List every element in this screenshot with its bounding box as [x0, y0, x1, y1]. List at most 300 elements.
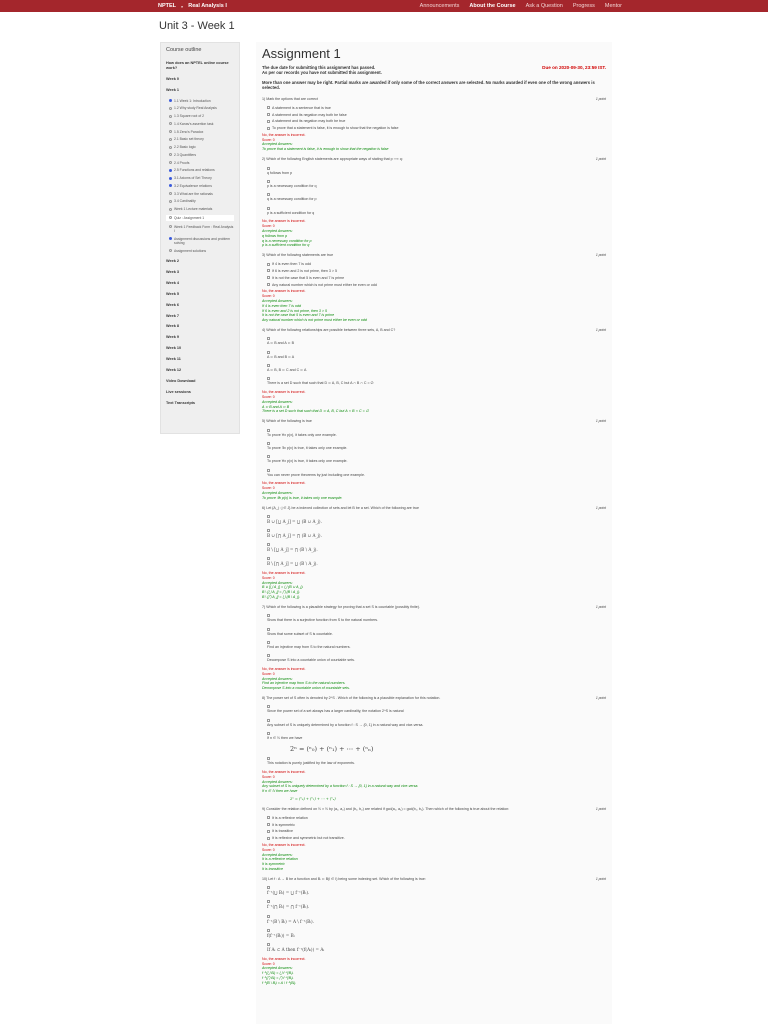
sidebar-week1-subitem[interactable] [169, 122, 234, 126]
accepted-answer: Decompose S into a countable union of countable sets. [262, 686, 350, 691]
checkbox[interactable] [267, 628, 270, 631]
sidebar-subitem-label: 2.1 Basic set theory [174, 137, 204, 142]
option-label: A ⊂ B and A ⊂ B [267, 341, 295, 346]
checkbox[interactable] [267, 915, 270, 918]
answer-option[interactable] [267, 886, 606, 896]
option-label: q follows from p [267, 170, 293, 175]
pending-dot-icon [169, 192, 172, 195]
answer-option[interactable] [267, 514, 606, 524]
score-label: Score: 0 [262, 672, 275, 676]
option-label: Since the power set of a set always has a larger cardinality, the notation 2^S is natural [267, 709, 404, 714]
accepted-answer: To prove that a statement is false, it is enough to show that the negation is false [262, 147, 389, 152]
completed-dot-icon [169, 237, 172, 240]
checkbox[interactable] [267, 557, 270, 560]
option-label: A statement and its negation may both be true [272, 119, 346, 124]
option-label: f⁻¹(⋂ Bᵢ) = ⋂ f⁻¹(Bᵢ). [267, 904, 310, 910]
accepted-answer: f⁻¹(⋂ Bᵢ) = ⋂ f⁻¹(Bᵢ). [262, 975, 294, 980]
sidebar-week1-subitem[interactable] [169, 99, 234, 103]
answer-option[interactable] [267, 732, 606, 741]
answer-option[interactable] [267, 276, 606, 281]
sidebar-week1-subitem[interactable] [169, 249, 234, 253]
answer-option[interactable] [267, 350, 606, 359]
pending-dot-icon [169, 216, 172, 219]
sidebar-subitem-label: 3.4 Cardinality [174, 199, 196, 204]
checkbox[interactable] [267, 193, 270, 196]
accepted-answer: If 4 is even then 7 is odd [262, 303, 301, 308]
breadcrumb-brand-link[interactable]: NPTEL [158, 3, 177, 9]
question-2 [262, 157, 606, 248]
question-points: 1 point [595, 96, 606, 101]
accepted-answer: B \ [⋂ A_j] = ⋃ (B \ A_j). [262, 595, 301, 600]
sidebar-item-week-3[interactable]: Week 3 [166, 269, 180, 274]
question-text: 8) The power set of S often is denoted by 2^S . Which of the following is a plausible explanation for this notation. [262, 696, 441, 701]
option-label: To prove ∃x p(x) is true, it takes only one example. [267, 445, 348, 450]
accepted-answer: Find an injective map from S to the natural numbers. [262, 681, 346, 686]
pending-dot-icon [169, 122, 172, 125]
answer-option[interactable] [267, 557, 606, 567]
pending-dot-icon [169, 208, 172, 211]
answer-option[interactable] [267, 836, 606, 841]
checkbox[interactable] [267, 886, 270, 889]
sidebar-item-2[interactable]: Week 1 [166, 87, 180, 92]
sidebar-week1-subitem[interactable] [169, 207, 234, 211]
checkbox[interactable] [267, 429, 270, 432]
pending-dot-icon [169, 130, 172, 133]
answer-option[interactable] [267, 900, 606, 910]
pending-dot-icon [169, 225, 172, 228]
question-text: 10) Let f : A → B be a function and Bᵢ ⊂ B(i ∈ I) being some indexing set. Which of the following is true: [262, 876, 426, 881]
question-points: 1 point [595, 505, 606, 510]
answer-option[interactable] [267, 928, 606, 938]
accepted-answer: It is transitive [262, 867, 283, 872]
question-points: 1 point [595, 157, 606, 162]
answer-option[interactable] [267, 823, 606, 828]
option-label: It is reflexive and symmetric but not transitive. [272, 836, 345, 841]
sidebar-subitem-label: 2.5 Functions and relations [174, 168, 215, 173]
sidebar-week1-subitem[interactable] [169, 168, 234, 172]
accepted-answer: B ∪ [⋃ A_j] = ⋃ (B ∪ A_j). [262, 585, 304, 590]
answer-option[interactable] [267, 364, 606, 373]
breadcrumb-course-link[interactable]: Real Analysis I [188, 3, 227, 9]
answer-option[interactable] [267, 705, 606, 714]
sidebar-week1-subitem[interactable] [169, 237, 234, 246]
score-label: Score: 0 [262, 137, 275, 142]
accepted-answers-label: Accepted Answers: [262, 779, 293, 784]
checkbox[interactable] [267, 900, 270, 903]
answer-option[interactable] [267, 441, 606, 450]
sidebar-week1-subitem[interactable] [169, 153, 234, 157]
score-label: Score: 0 [262, 224, 275, 229]
sidebar-item-week-10[interactable]: Week 10 [166, 346, 182, 351]
accepted-answer: q follows from p [262, 233, 288, 238]
sidebar-subitem-label: 3.2 Equivalence relations [174, 183, 212, 188]
option-label: A ⊂ B, B ⊂ C and C ⊂ A [267, 368, 307, 373]
accepted-answer: It is a reflexive relation [262, 857, 298, 862]
sidebar-subitem-label: 3.3 What are the rationals [174, 191, 213, 196]
assignment-panel [256, 42, 612, 1024]
pending-dot-icon [169, 153, 172, 156]
option-label: It is symmetric [272, 822, 295, 827]
accepted-answer: There is a set D such that such that D ⊂ A, B, C but A ∩ B ∩ C = ∅ [262, 409, 369, 414]
checkbox[interactable] [267, 830, 270, 833]
answer-option[interactable] [267, 166, 606, 175]
question-text: 9) Consider the relation defined on ℕ × ℕ by (a₁, a₂) and (b₁, b₂) are related if gcd(a₁, a₂) = gcd(b₁, b₂). Then which of the following is true about the relation: [262, 806, 510, 811]
accepted-answer: To prove ∃x p(x) is true, it takes only one example. [262, 495, 343, 500]
sidebar-week1-subitem[interactable] [169, 184, 234, 188]
sidebar-item-week-11[interactable]: Week 11 [166, 357, 181, 362]
checkbox[interactable] [267, 276, 270, 279]
score-label: Score: 0 [262, 294, 275, 299]
accepted-answer: A ⊂ B and A ⊂ B [262, 404, 290, 409]
page-title: Unit 3 - Week 1 [159, 20, 235, 32]
accepted-answers-label: Accepted Answers: [262, 852, 293, 857]
completed-dot-icon [169, 184, 172, 187]
answer-option[interactable] [267, 113, 606, 118]
assignment-title: Assignment 1 [262, 46, 341, 61]
checkbox[interactable] [267, 263, 270, 266]
answer-option[interactable] [267, 914, 606, 924]
nav-about-course[interactable]: About the Course [469, 3, 516, 9]
checkbox[interactable] [267, 167, 270, 170]
breadcrumb [158, 3, 227, 9]
question-text: 4) Which of the following relationships are possible between three sets, A, B and C? [262, 328, 396, 333]
option-label: To prove ∀x p(x) is true, it takes only one example. [267, 459, 348, 464]
option-label: It is transitive [272, 829, 293, 834]
option-label: f⁻¹(⋃ Bᵢ) = ⋃ f⁻¹(Bᵢ). [267, 890, 310, 896]
answer-option[interactable] [267, 377, 606, 386]
checkbox[interactable] [267, 283, 270, 286]
accepted-answers-label: Accepted Answers: [262, 490, 293, 495]
question-points: 1 point [595, 419, 606, 424]
sidebar-week1-subitem[interactable] [169, 199, 234, 203]
sidebar-subitem-label: 1.2 Why study Real Analysis [174, 106, 217, 111]
incorrect-notice: No, the answer is incorrect. [262, 956, 306, 961]
sidebar-subitem-label: 3.1 Axioms of Set Theory [174, 176, 212, 181]
checkbox[interactable] [267, 269, 270, 272]
answer-option[interactable] [267, 529, 606, 539]
checkbox[interactable] [267, 823, 270, 826]
answer-option[interactable] [267, 942, 606, 952]
option-label: If 6 is even and 2 is not prime, then 3 > 5 [272, 268, 338, 273]
accepted-answers-label: Accepted Answers: [262, 228, 293, 233]
option-label: f(f⁻¹(Bᵢ)) = Bᵢ [267, 932, 295, 938]
accepted-answer: f⁻¹(⋃ Bᵢ) = ⋃ f⁻¹(Bᵢ). [262, 970, 294, 975]
option-label: A statement is a sentence that is true [272, 105, 331, 110]
sidebar-item-week-12[interactable]: Week 12 [166, 368, 182, 373]
checkbox[interactable] [267, 442, 270, 445]
checkbox[interactable] [267, 816, 270, 819]
question-list [262, 97, 606, 986]
checkbox[interactable] [267, 732, 270, 735]
question-10 [262, 877, 606, 986]
question-1 [262, 97, 606, 152]
assignment-instructions: More than one answer may be right. Partial marks are awarded if only some of the correct answers are selected. No marks awarded if even one of the wrong answers is selected. [262, 79, 595, 91]
option-label: p is a necessary condition for q [267, 183, 317, 188]
incorrect-notice: No, the answer is incorrect. [262, 289, 306, 294]
checkbox[interactable] [267, 641, 270, 644]
incorrect-notice: No, the answer is incorrect. [262, 390, 306, 395]
question-5 [262, 419, 606, 500]
deadline-passed-notice: The due date for submitting this assignment has passed. [262, 65, 376, 70]
pending-dot-icon [169, 107, 172, 110]
option-label: B \ [⋂ A_j] = ⋃ (B \ A_j). [267, 561, 318, 567]
accepted-answer: f⁻¹(B \ Bᵢ) = A \ f⁻¹(Bᵢ). [262, 980, 297, 985]
top-navbar [0, 0, 768, 12]
sidebar-subitem-label: Assignment solutions [174, 248, 207, 253]
question-header [262, 807, 606, 812]
sidebar-item-1[interactable]: Week 0 [166, 76, 180, 81]
option-label: Any natural number which is not prime must either be even or odd [272, 282, 377, 287]
incorrect-notice: No, the answer is incorrect. [262, 667, 306, 672]
sidebar-week1-subitem[interactable] [169, 161, 234, 165]
pending-dot-icon [169, 249, 172, 252]
sidebar-item-0[interactable]: How does an NPTEL online course work? [166, 61, 229, 70]
sidebar-item-live-sessions[interactable]: Live sessions [166, 390, 191, 394]
option-label: To prove ∀x p(x), it takes only one example. [267, 432, 337, 437]
checkbox[interactable] [267, 351, 270, 354]
option-label: You can never prove theorems by just including one example. [267, 472, 365, 477]
accepted-answers-label: Accepted Answers: [262, 966, 293, 971]
sidebar-item-text-transcripts[interactable]: Text Transcripts [166, 400, 196, 405]
answer-option[interactable] [267, 757, 606, 766]
checkbox[interactable] [267, 207, 270, 210]
answer-option[interactable] [267, 106, 606, 111]
question-header [262, 328, 606, 333]
sidebar-subitem-label: Quiz : Assignment 1 [174, 215, 205, 220]
sidebar-subitem-label: Week 1 Feedback Form : Real Analysis I [174, 224, 234, 233]
question-header [262, 506, 606, 511]
sidebar-week1-subitem[interactable] [169, 137, 234, 141]
incorrect-notice: No, the answer is incorrect. [262, 843, 306, 848]
answer-option[interactable] [267, 640, 606, 649]
checkbox[interactable] [267, 120, 270, 123]
accepted-answer: It is not the case that 5 is even and 7 is prime [262, 313, 335, 318]
accepted-answer: If 6 is even and 2 is not prime, then 3 > 5 [262, 308, 328, 313]
sidebar-item-week-6[interactable]: Week 6 [166, 302, 180, 307]
accepted-answers-label: Accepted Answers: [262, 142, 293, 147]
checkbox[interactable] [267, 529, 270, 532]
sidebar-item-week-4[interactable]: Week 4 [166, 280, 180, 285]
option-label: B ∪ [⋃ A_j] = ⋃ (B ∪ A_j). [267, 518, 322, 524]
checkbox[interactable] [267, 614, 270, 617]
due-date: Due on 2020-09-30, 23:59 IST. [542, 65, 606, 70]
sidebar-subitem-label: Assignment discussions and problem solving [174, 236, 230, 245]
incorrect-notice: No, the answer is incorrect. [262, 481, 306, 486]
question-text: 7) Which of the following is a plausible strategy for proving that a set S is countable (possibly finite). [262, 604, 421, 609]
sidebar-item-week-7[interactable]: Week 7 [166, 313, 180, 318]
score-label: Score: 0 [262, 847, 275, 852]
nav-ask-question[interactable]: Ask a Question [525, 3, 563, 9]
option-label: p is a sufficient condition for q [267, 210, 315, 215]
score-label: Score: 0 [262, 774, 275, 779]
option-label: It is a reflexive relation [272, 815, 308, 820]
question-text: 1) Mark the options that are correct [262, 96, 318, 101]
answer-option[interactable] [267, 262, 606, 267]
sidebar-week1-subitem[interactable] [169, 192, 234, 196]
answer-option[interactable] [267, 654, 606, 663]
sidebar-subitem-label: 2.3 Quantifiers [174, 152, 197, 157]
sidebar-item-week-9[interactable]: Week 9 [166, 335, 180, 340]
sidebar-item-week-5[interactable]: Week 5 [166, 291, 180, 296]
sidebar-subitem-label: 1.5 Zeno's Paradox [174, 129, 204, 134]
accepted-answers-label: Accepted Answers: [262, 399, 293, 404]
nav-announcements[interactable]: Announcements [419, 3, 460, 9]
incorrect-notice: No, the answer is incorrect. [262, 219, 306, 224]
sidebar-week1-subitem[interactable] [169, 106, 234, 110]
checkbox[interactable] [267, 106, 270, 109]
score-label: Score: 0 [262, 486, 275, 491]
option-label: Show that there is a surjective function from S to the natural numbers. [267, 618, 379, 623]
option-label: q is a necessary condition for p [267, 197, 317, 202]
question-header [262, 97, 606, 102]
sidebar-week1-subitem[interactable] [169, 114, 234, 118]
question-points: 1 point [595, 328, 606, 333]
incorrect-notice: No, the answer is incorrect. [262, 571, 306, 576]
sidebar-week1-subitem[interactable] [169, 130, 234, 134]
option-label: This notation is purely justified by the law of exponents. [267, 761, 355, 766]
checkbox[interactable] [267, 127, 270, 130]
answer-option[interactable] [267, 428, 606, 437]
accepted-answer: Any natural number which is not prime must either be even or odd [262, 318, 367, 323]
checkbox[interactable] [267, 719, 270, 722]
checkbox[interactable] [267, 377, 270, 380]
option-label: Show that some subset of S is countable. [267, 631, 333, 636]
incorrect-notice: No, the answer is incorrect. [262, 770, 306, 775]
question-text: 2) Which of the following English statements are appropriate ways of stating that p ⟹ q: [262, 157, 403, 162]
checkbox[interactable] [267, 837, 270, 840]
question-points: 1 point [595, 604, 606, 609]
option-label: If n ∈ ℕ then we have [267, 736, 303, 741]
pending-dot-icon [169, 146, 172, 149]
question-points: 1 point [595, 806, 606, 811]
question-text: 6) Let {A_j : j ∈ J} be a indexed collection of sets and let B be a set. Which of the following are true [262, 505, 419, 510]
nav-progress[interactable]: Progress [572, 3, 595, 9]
option-label: If 4 is even then 7 is odd [272, 262, 311, 267]
checkbox[interactable] [267, 180, 270, 183]
question-text: 3) Which of the following statements are true [262, 253, 334, 258]
answer-option[interactable] [267, 193, 606, 202]
checkbox[interactable] [267, 943, 270, 946]
accepted-answers-label: Accepted Answers: [262, 298, 293, 303]
checkbox[interactable] [267, 705, 270, 708]
answer-option[interactable] [267, 468, 606, 477]
accepted-answer: Any subset of S is uniquely determined by a function f : S → {0, 1} in a natural way and vice-versa. [262, 784, 419, 789]
checkbox[interactable] [267, 757, 270, 760]
option-label: A statement and its negation may both be false [272, 112, 347, 117]
answer-option[interactable] [267, 543, 606, 553]
answer-option[interactable] [267, 206, 606, 215]
sidebar-week1-subitem[interactable] [169, 225, 234, 234]
completed-dot-icon [169, 99, 172, 102]
score-label: Score: 0 [262, 575, 275, 580]
option-label: Decompose S into a countable union of countable sets. [267, 658, 355, 663]
sidebar-week1-subitem[interactable] [166, 215, 234, 221]
sidebar-item-video-download[interactable]: Video Download [166, 379, 196, 384]
sidebar-subitem-label: 1.3 Square root of 2 [174, 114, 204, 119]
answer-option[interactable] [267, 283, 606, 288]
question-6 [262, 506, 606, 600]
answer-option[interactable] [267, 718, 606, 727]
checkbox[interactable] [267, 364, 270, 367]
formula: 2ⁿ = (ⁿ₀) + (ⁿ₁) + ⋯ + (ⁿₙ) [290, 745, 374, 753]
answer-option[interactable] [267, 455, 606, 464]
option-label: A ⊂ B and B ⊂ A [267, 354, 295, 359]
sidebar-heading: Course outline [166, 47, 202, 53]
accepted-formula: 2ⁿ = (ⁿ₀) + (ⁿ₁) + ⋯ + (ⁿₙ) [290, 797, 336, 802]
accepted-answers-label: Accepted Answers: [262, 676, 293, 681]
not-submitted-notice: As per our records you have not submitted this assignment. [262, 70, 382, 76]
sidebar-item-week-2[interactable]: Week 2 [166, 258, 180, 263]
score-label: Score: 0 [262, 961, 275, 966]
checkbox[interactable] [267, 929, 270, 932]
accepted-answers-label: Accepted Answers: [262, 580, 293, 585]
answer-option[interactable] [267, 337, 606, 346]
checkbox[interactable] [267, 469, 270, 472]
pending-dot-icon [169, 138, 172, 141]
answer-option[interactable] [267, 614, 606, 623]
option-label: B ∪ [⋂ A_j] = ⋂ (B ∪ A_j). [267, 533, 322, 539]
checkbox[interactable] [267, 113, 270, 116]
option-label: There is a set D such that such that D ⊂ A, B, C but A ∩ B ∩ C = ∅ [267, 381, 374, 386]
breadcrumb-separator: » [181, 3, 184, 9]
sidebar-subitem-label: 1.1 Week 1: Introduction [174, 98, 211, 103]
checkbox[interactable] [267, 337, 270, 340]
pending-dot-icon [169, 200, 172, 203]
option-label: It is not the case that 5 is even and 7 is prime [272, 275, 345, 280]
sidebar-subitem-label: 2.2 Basic logic [174, 145, 196, 150]
sidebar-item-week-8[interactable]: Week 8 [166, 324, 180, 329]
question-points: 1 point [595, 696, 606, 701]
nav-mentor[interactable]: Mentor [604, 3, 622, 9]
answer-option[interactable] [267, 179, 606, 188]
checkbox[interactable] [267, 654, 270, 657]
pending-dot-icon [169, 115, 172, 118]
accepted-answer: If n ∈ ℕ then we have [262, 789, 298, 794]
accepted-answer: q is a necessary condition for p [262, 238, 312, 243]
question-points: 1 point [595, 876, 606, 881]
answer-option[interactable] [267, 829, 606, 834]
question-header [262, 157, 606, 162]
question-points: 1 point [595, 253, 606, 258]
question-header [262, 419, 606, 424]
question-header [262, 605, 606, 610]
checkbox[interactable] [267, 455, 270, 458]
question-7 [262, 605, 606, 691]
checkbox[interactable] [267, 515, 270, 518]
sidebar-subitem-label: 2.4 Proofs [174, 160, 190, 165]
completed-dot-icon [169, 177, 172, 180]
answer-option[interactable] [267, 627, 606, 636]
question-8 [262, 696, 606, 802]
answer-option[interactable] [267, 126, 606, 131]
sidebar-subitem-label: Week 1 Lecture materials [174, 207, 213, 212]
sidebar-week1-subitem[interactable] [169, 145, 234, 149]
question-header [262, 696, 606, 701]
answer-option[interactable] [267, 119, 606, 124]
course-outline-sidebar [160, 42, 240, 434]
answer-option[interactable] [267, 816, 606, 821]
sidebar-week1-subitem[interactable] [169, 176, 234, 180]
question-4 [262, 328, 606, 414]
answer-option[interactable] [267, 269, 606, 274]
question-3 [262, 253, 606, 323]
question-9 [262, 807, 606, 872]
option-label: f⁻¹(B \ Bᵢ) = A \ f⁻¹(Bᵢ). [267, 918, 315, 924]
question-text: 5) Which of the following is true [262, 419, 312, 424]
checkbox[interactable] [267, 543, 270, 546]
sidebar-subitem-label: 1.4 Kanav's assertion task [174, 121, 214, 126]
accepted-answer: B \ [⋃ A_j] = ⋂ (B \ A_j). [262, 590, 301, 595]
